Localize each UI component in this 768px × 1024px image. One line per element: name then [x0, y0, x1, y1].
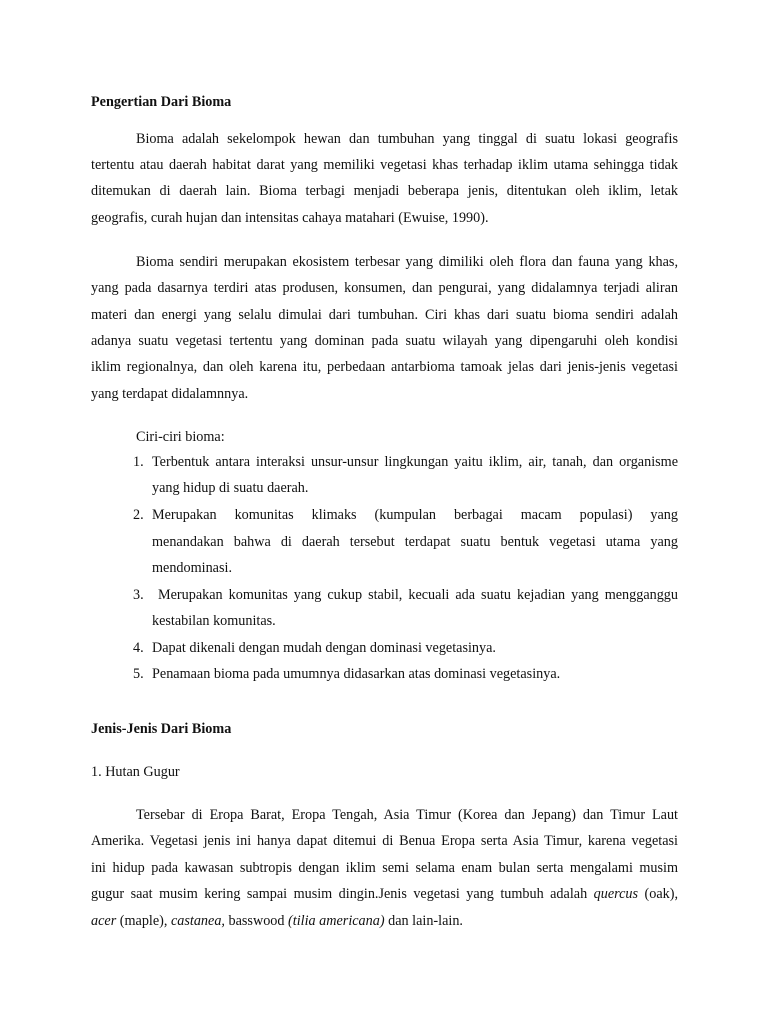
text-run: basswood	[224, 913, 289, 929]
para1-line-1: Bioma adalah sekelompok hewan dan tumbuhan yang tinggal di suatu lokasi geografis	[136, 131, 678, 147]
italic-term-acer: acer	[91, 913, 117, 929]
list-item-text: Penamaan bioma pada umumnya didasarkan atas dominasi vegetasinya.	[152, 666, 561, 682]
italic-term-quercus: quercus	[593, 886, 639, 902]
para2-line-4: adanya suatu vegetasi tertentu yang dominan pada suatu wilayah yang dipengaruhi oleh kondisi	[91, 333, 678, 349]
list-item-text: Merupakan komunitas yang cukup stabil, kecuali ada suatu kejadian yang mengganggu	[152, 587, 678, 603]
para3-line-1: Tersebar di Eropa Barat, Eropa Tengah, Asia Timur (Korea dan Jepang) dan Timur Laut	[136, 807, 678, 823]
list-item-text: Terbentuk antara interaksi unsur-unsur lingkungan yaitu iklim, air, tanah, dan organisme	[152, 454, 678, 470]
list-number: 4.	[133, 640, 144, 656]
text-run: dan lain-lain.	[384, 913, 463, 929]
list-number: 2.	[133, 507, 144, 523]
para2-line-3: materi dan energi yang selalu dimulai dari tumbuhan. Ciri khas dari suatu bioma sendiri adalah	[91, 307, 678, 323]
italic-term-castanea: castanea,	[170, 913, 225, 929]
list-item-text: Dapat dikenali dengan mudah dengan dominasi vegetasinya.	[152, 640, 496, 656]
para3-line-5	[91, 911, 678, 931]
para2-line-1: Bioma sendiri merupakan ekosistem terbesar yang dimiliki oleh flora dan fauna yang khas,	[136, 254, 678, 270]
list-item-text: kestabilan komunitas.	[152, 613, 276, 629]
list-number: 3.	[133, 587, 144, 603]
heading-pengertian: Pengertian Dari Bioma	[91, 94, 232, 110]
subheading-hutan-gugur: 1. Hutan Gugur	[91, 764, 180, 780]
heading-jenis-bioma: Jenis-Jenis Dari Bioma	[91, 721, 232, 737]
text-run: (maple),	[116, 913, 171, 929]
list-item-text: mendominasi.	[152, 560, 232, 576]
list-item-text: Merupakan komunitas klimaks (kumpulan berbagai macam populasi) yang	[152, 507, 678, 523]
italic-term-tilia: (tilia americana)	[288, 913, 385, 929]
para1-line-4: geografis, curah hujan dan intensitas cahaya matahari (Ewuise, 1990).	[91, 210, 489, 226]
para2-line-2: yang pada dasarnya terdiri atas produsen, konsumen, dan pengurai, yang didalamnya terjadi aliran	[91, 280, 678, 296]
text-run: (oak),	[638, 886, 678, 902]
list-intro: Ciri-ciri bioma:	[136, 429, 225, 445]
text-run: gugur saat musim kering sampai musim dingin.Jenis vegetasi yang tumbuh adalah	[91, 886, 594, 902]
para2-line-5: iklim regionalnya, dan oleh karena itu, perbedaan antarbioma tamoak jelas dari jenis-jenis vegetasi	[91, 359, 678, 375]
para1-line-3: ditemukan di daerah lain. Bioma terbagi menjadi beberapa jenis, ditentukan oleh iklim, letak	[91, 183, 678, 199]
para2-line-6: yang terdapat didalamnnya.	[91, 386, 249, 402]
list-item-text: yang hidup di suatu daerah.	[152, 480, 309, 496]
list-number: 5.	[133, 666, 144, 682]
list-item-text: menandakan bahwa di daerah tersebut terdapat suatu bentuk vegetasi utama yang	[152, 534, 678, 550]
para3-line-3: ini hidup pada kawasan subtropis dengan iklim semi selama enam bulan serta mengalami musim	[91, 860, 678, 876]
list-number: 1.	[133, 454, 144, 470]
para3-line-2: Amerika. Vegetasi jenis ini hanya dapat ditemui di Benua Eropa serta Asia Timur, karena vegetasi	[91, 833, 678, 849]
para1-line-2: tertentu atau daerah habitat darat yang memiliki vegetasi khas terhadap iklim utama sehingga tidak	[91, 157, 678, 173]
para3-line-4	[91, 884, 678, 904]
